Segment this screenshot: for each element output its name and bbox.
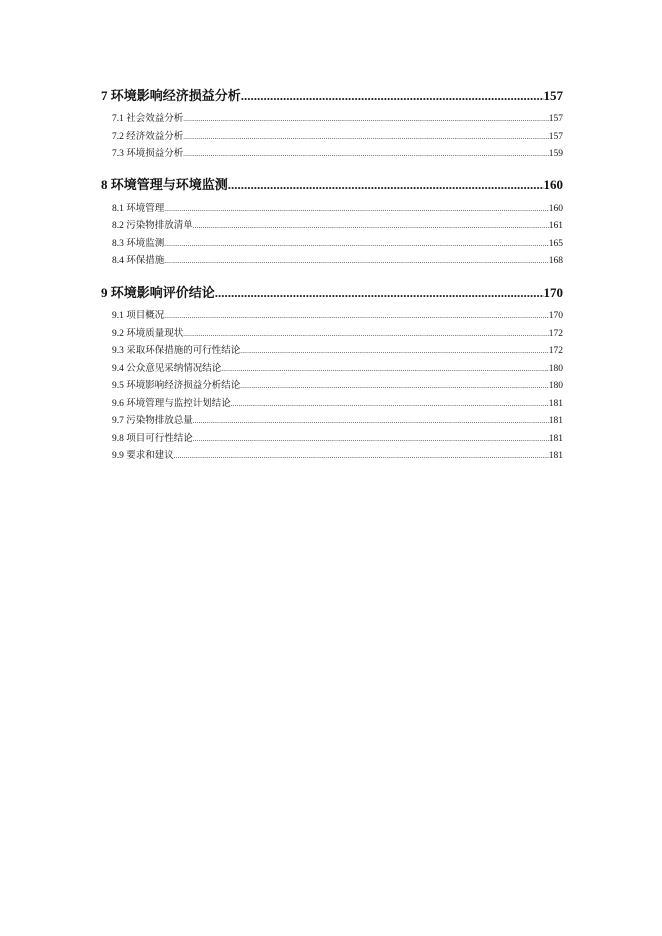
- toc-entry-title: 9.9 要求和建议: [112, 451, 174, 461]
- toc-chapter-7[interactable]: [101, 87, 563, 105]
- toc-page-number: 160: [548, 204, 563, 214]
- toc-chapter-title: 9 环境影响评价结论: [101, 285, 215, 300]
- toc-page-number: 157: [548, 114, 563, 124]
- toc-entry-7-1[interactable]: [112, 112, 563, 126]
- dot-leader: [221, 362, 548, 376]
- toc-entry-9-8[interactable]: [112, 432, 563, 446]
- toc-chapter-title: 8 环境管理与环境监测: [101, 177, 228, 192]
- toc-entry-8-3[interactable]: [112, 237, 563, 251]
- toc-page-number: 161: [548, 221, 563, 231]
- toc-page-number: 170: [543, 285, 563, 300]
- toc-page-number: 160: [543, 177, 563, 192]
- toc-page-number: 180: [548, 364, 563, 374]
- toc-page-number: 157: [543, 88, 563, 103]
- dot-leader: [164, 202, 548, 216]
- toc-entry-title: 9.4 公众意见采纳情况结论: [112, 364, 222, 374]
- toc-entry-8-2[interactable]: [112, 219, 563, 233]
- dot-leader: [241, 87, 544, 105]
- toc-page-number: 181: [548, 416, 563, 426]
- toc-entry-title: 8.2 污染物排放清单: [112, 221, 193, 231]
- toc-entry-title: 8.1 环境管理: [112, 204, 165, 214]
- toc-entry-9-7[interactable]: [112, 414, 563, 428]
- dot-leader: [174, 449, 549, 463]
- dot-leader: [231, 397, 549, 411]
- toc-entry-title: 9.6 环境管理与监控计划结论: [112, 399, 231, 409]
- dot-leader: [183, 327, 548, 341]
- dot-leader: [183, 112, 548, 126]
- toc-entry-9-3[interactable]: [112, 344, 563, 358]
- toc-entry-title: 8.3 环境监测: [112, 239, 165, 249]
- toc-page-number: 180: [548, 381, 563, 391]
- toc-page-number: 165: [548, 239, 563, 249]
- toc-entry-title: 9.8 项目可行性结论: [112, 434, 193, 444]
- toc-entry-9-5[interactable]: [112, 379, 563, 393]
- toc-page-number: 168: [548, 256, 563, 266]
- toc-entry-9-6[interactable]: [112, 397, 563, 411]
- dot-leader: [228, 176, 544, 194]
- toc-entry-title: 9.5 环境影响经济损益分析结论: [112, 381, 241, 391]
- toc-entry-title: 7.1 社会效益分析: [112, 114, 184, 124]
- toc-page-number: 181: [548, 451, 563, 461]
- toc-entry-title: 9.3 采取环保措施的可行性结论: [112, 346, 241, 356]
- toc-entry-8-4[interactable]: [112, 254, 563, 268]
- dot-leader: [193, 432, 549, 446]
- toc-entry-8-1[interactable]: [112, 202, 563, 216]
- toc-entry-7-3[interactable]: [112, 147, 563, 161]
- dot-leader: [164, 254, 548, 268]
- toc-chapter-title: 7 环境影响经济损益分析: [101, 88, 241, 103]
- toc-page-number: 172: [548, 346, 563, 356]
- dot-leader: [215, 284, 544, 302]
- toc-chapter-8[interactable]: [101, 176, 563, 194]
- dot-leader: [240, 344, 548, 358]
- toc-entry-title: 8.4 环保措施: [112, 256, 165, 266]
- dot-leader: [193, 219, 549, 233]
- toc-entry-9-9[interactable]: [112, 449, 563, 463]
- dot-leader: [183, 147, 548, 161]
- toc-entry-9-2[interactable]: [112, 327, 563, 341]
- toc-entry-9-1[interactable]: [112, 309, 563, 323]
- toc-entry-title: 7.2 经济效益分析: [112, 132, 184, 142]
- dot-leader: [193, 414, 549, 428]
- toc-entry-title: 9.7 污染物排放总量: [112, 416, 193, 426]
- dot-leader: [240, 379, 548, 393]
- toc-chapter-9[interactable]: [101, 284, 563, 302]
- toc-page-number: 157: [548, 132, 563, 142]
- toc-entry-9-4[interactable]: [112, 362, 563, 376]
- toc-page-number: 159: [548, 149, 563, 159]
- toc-page-number: 172: [548, 329, 563, 339]
- toc-entry-title: 7.3 环境损益分析: [112, 149, 184, 159]
- toc-page-number: 170: [548, 311, 563, 321]
- dot-leader: [164, 237, 548, 251]
- toc-page-number: 181: [548, 434, 563, 444]
- toc-entry-title: 9.2 环境质量现状: [112, 329, 184, 339]
- toc-entry-title: 9.1 项目概况: [112, 311, 165, 321]
- toc-page-number: 181: [548, 399, 563, 409]
- dot-leader: [183, 130, 548, 144]
- dot-leader: [164, 309, 548, 323]
- toc-entry-7-2[interactable]: [112, 130, 563, 144]
